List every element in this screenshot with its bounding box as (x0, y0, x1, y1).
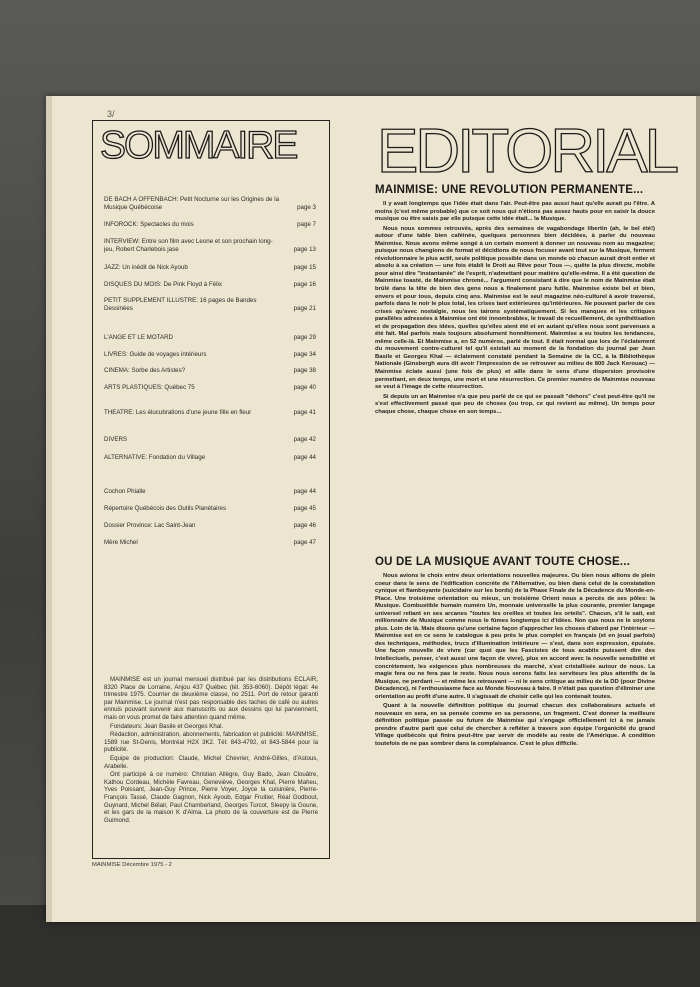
toc-entry-title: INTERVIEW: Entre son film avec Leone et son prochain long-jeu, Robert Charlebois jase (104, 238, 273, 253)
toc-entry-title: THEATRE: Les élucubrations d'une jeune fille en fleur (104, 409, 252, 416)
toc-entry-title: DE BACH A OFFENBACH: Petit Nocturne sur les Origines de la Musique Québécoise (104, 196, 280, 211)
toc-entry-title: Dossier Province: Lac Saint-Jean (104, 522, 196, 529)
toc-entry-page: page 40 (293, 384, 316, 391)
section2-heading: OU DE LA MUSIQUE AVANT TOUTE CHOSE... (375, 556, 631, 568)
toc-entry-page: page 13 (293, 246, 316, 253)
toc-entry (104, 409, 316, 417)
toc-entry-page: page 3 (297, 204, 316, 211)
toc-entry-page: page 47 (293, 539, 316, 546)
toc-entry (104, 522, 316, 530)
toc-entry-page: page 38 (293, 367, 316, 374)
toc-entry-title: CINEMA: Sorbe des Artistes? (104, 367, 186, 374)
toc-entry (104, 264, 316, 272)
section2-body (375, 573, 655, 751)
editorial-title: EDITORIAL (377, 117, 677, 186)
page-edge (46, 96, 52, 922)
toc-entry (104, 281, 316, 289)
toc-entry-page: page 45 (293, 505, 316, 512)
toc-entry-title: DIVERS (104, 436, 128, 443)
info-paragraph: Fondateurs: Jean Basile et Georges Khal. (110, 722, 224, 730)
toc-entry (104, 384, 316, 392)
toc-entry-title: ARTS PLASTIQUES: Québec 75 (104, 384, 195, 391)
toc-entry (104, 196, 316, 212)
info-paragraph: MAINMISE est un journal mensuel distribué par les distributions ECLAIR, 8320 Place de Lorraine, Anjou 437 Québec (tél. 353-6060). Dépôt légal: 4e trimestre 1975. Courrier de deuxième classe, no 2511. Port de retour garanti par Mainmise. Le journal n'est pas responsable des taches de café ou autres ennuis pouvant survenir aux manuscrits ou aux dessins qui lui parviennent, mais on vous promet de faire attention quand même. (104, 676, 318, 721)
toc-entry-page: page 29 (293, 334, 316, 341)
toc-entry (104, 221, 316, 229)
toc-entry (104, 505, 316, 513)
toc-entry-page: page 15 (293, 264, 316, 271)
handwritten-mark: 3/ (107, 109, 115, 119)
toc-entry-page: page 44 (293, 454, 316, 461)
toc-entry-title: L'ANGE ET LE MOTARD (104, 334, 174, 341)
info-paragraph: Ont participé à ce numéro: Christian Allègre, Guy Bado, Jean Clouâtre, Kathou Cordeau, Michèle Favreau, Geneviève, Georges Khal, Pierre Maheu, Yves Poissant, Jean-Guy Prince, Pierre Voyer, Joyce la cuisinière, Pierre-François Tassé, Claude Gagnon, Nick Ayoub, Edgar Fruitier, Réal Godbout, Guynard, Michel Bélair, Paul Chamberland, Georges Turcot, Sleepy la Goune, et les gars de la maison K d'Alma. La photo de la couverture est de Pierre Guimond. (104, 771, 318, 824)
toc-entry-title: INFOROCK: Spectacles du mois (104, 221, 194, 228)
article-paragraph: Nous avions le choix entre deux orientations nouvelles majeures. Ou bien nous allions de plein coeur dans le sens de l'édification concrète de l'Alternative, ou bien dans celui de la constatation cynique et flamboyante (suicidaire sur les bords) de la Phase Finale de la Décadence du Monde-en-Place. Une troisième orientation ou mieux, un troisième Orient nous a percés de ses pôles: la Musique. Combustible humain numéro Un, monnaie universelle la plus courante, premier langage universel reliant en ses arcanes "toutes les oreilles et toutes les orteils". Chacun, s'il le sait, est millionnaire de Musique comme nous le fûmes longtemps ici d'idées. Non que nous ne le soyions plus. Loin de là. Mais disons qu'une certaine façon d'approcher les choses d'abord par l'intérieur — Mainmise est en ce sens le catalogue à peu près le plus complet en français (et en joual parfois) des techniques, méthodes, trucs d'illumination intérieure — s'est, dans son expression, épuisée. Une façon nouvelle de vivre (car quoi que les Fascistes de tous acabits puissent dire des Intellectuels, penser, c'est aussi une façon de vivre), plus en accord avec la nouvelle sensibilité et concrètement, les exigences plus nombreuses du marché, s'est cristallisée autour de nous. La magie fera ou ne fera pas le reste. Nous nous serons faits les serviteurs les plus attentifs de la Musique, ne perdant — et même les retrouvant — ni le sens critique au milieu de la DD (pour Divine Décadence), ni l'enthousiasme face au Monde Nouveau à faire. Il n'était pas question d'éliminer une orientation au profit d'une autre. Il s'agissait de choisir celle qui les contenait toutes. (375, 573, 655, 700)
next-page-edge (696, 96, 700, 922)
toc-entry-title: DISQUES DU MOIS: De Pink Floyd à Félix (104, 281, 222, 288)
toc-entry (104, 436, 316, 444)
article-paragraph: Il y avait longtemps que l'idée était dans l'air. Peut-être pas aussi haut qu'elle aurait pu l'être. A moins (c'est même probable) que ce soit nous qui n'étions pas assez hauts pour en saisir la douce musique ou être saisis par elle puisque cette idée était... la Musique. (375, 201, 655, 223)
toc-entry-page: page 21 (293, 305, 316, 312)
toc-entry-title: LIVRES: Guide de voyages intérieurs (104, 351, 207, 358)
toc-entry-page: page 34 (293, 351, 316, 358)
toc-entry-title: PETIT SUPPLEMENT ILLUSTRE: 16 pages de Bandes Dessinées (104, 297, 257, 312)
toc-entry (104, 488, 316, 496)
article-paragraph: Nous nous sommes retrouvés, après des semaines de vagabondage libertin (ah, le bel été!) autour d'une table bien caféinée, quelques personnes bien décidées, à parler du nouveau Mainmise. Nous avons même songé à un certain moment à donner un nouveau nom au magazine; puisque nous changions de format et décidions de nous focuser avant tout sur la Musique, ferment révolutionnaire le plus actif, seule politique possible dans un monde où chacun aurait droit entier et absolu à sa création — une fois établi le Droit au Rêve pour Tous —, quête la plus directe, mobile pour ainsi dire "instantanée" de l'esprit, n'admettant pour matière qu'elle-même. Il a été question de Mainmise toasté, de Mainmise chromé... l'argument consistant à dire que le nom de Mainmise était brûlé dans la tête de bien des gens nous a finalement paru futile. Mainmise existe bel et bien, envers et pour tous, depuis cinq ans. Mainmise est le seul magazine néo-culturel à avoir traversé, parfois dans le noir le plus total, les crises tant extérieures qu'intérieures. Ne pouvant parler de ces crises qu'avec nostalgie, nous les tairons systématiquement. Si les manques et les critiques parallèles adressées à Mainmise ont été innombrables, le travail de recueillement, de synthétisation et de propagation des idées, quelles qu'elles aient été et en autant qu'elles nous sont parvenues a été fait. Mal parfois mais toujours absolument honnêtement. Mainmise a eu toutes les tendances, même celle-là. Et Mainmise a, en 52 numéros, parlé de tout. Il était normal que lors de l'éclatement du mouvement contre-culturel tel qu'il existait au moment de la fondation du journal par Jean Basile et Georges Khal — éclatement constaté pendant la Semaine de la CC, à la Bibliothèque Nationale (Ginsbergh aura dit avoir l'impression de se retrouver au milieu de 800 Jack Kerouac) — Mainmise éclate aussi (une fois de plus) et aille dans le sens d'une dispersion provisoire permettant, en deux temps, une mort et une résurrection. Ce premier numéro de Mainmise nouveau se veut à l'image de cette résurrection. (375, 225, 655, 391)
toc-entry-page: page 41 (293, 409, 316, 416)
toc-entry-title: ALTERNATIVE: Fondation du Village (104, 454, 206, 461)
article-paragraph: Quant à la nouvelle définition politique du journal chacun des collaborateurs actuels et nouveaux en sera, en sa pensée comme en sa personne, un fragment. C'est donner la meilleure définition politique passée ou future de Mainmise qui s'engage officiellement ici à ne jamais prendre d'autre parti que celui de chercher à refléter à travers son équipe l'organicité du grand Village québécois qui finira peut-être par servir de modèle au reste de l'Amérique. A condition toutefois de ne pas sombrer dans la complaisance. C'est le plus difficile. (375, 703, 655, 748)
publication-info (104, 676, 318, 825)
sommaire-title: SOMMAIRE (100, 124, 297, 167)
toc-entry (104, 297, 316, 313)
toc-entry-title: Répertoire Québécois des Outils Planétaires (104, 505, 227, 512)
page-footer: MAINMISE Décembre 1975 - 2 (92, 862, 172, 868)
info-paragraph: Rédaction, administration, abonnements, fabrication et publicité: MAINMISE, 1589 rue St-Denis, Montréal H2X 3K2. Tél: 843-4792, et 843-5844 pour la publicité. (104, 731, 318, 754)
toc-entry (104, 539, 316, 547)
toc-entry (104, 334, 316, 342)
section1-heading: MAINMISE: UNE REVOLUTION PERMANENTE... (375, 184, 644, 196)
section1-body (375, 201, 655, 418)
toc-entry (104, 351, 316, 359)
toc-entry-page: page 16 (293, 281, 316, 288)
toc-entry (104, 367, 316, 375)
toc-entry (104, 238, 316, 254)
toc-entry-page: page 44 (293, 488, 316, 495)
toc-entry-page: page 42 (293, 436, 316, 443)
toc-entry-title: Cochon Phialle (104, 488, 146, 495)
toc-entry-page: page 7 (297, 221, 316, 228)
article-paragraph: Si depuis un an Mainmise n'a que peu parlé de ce qui se passait "dehors" c'est peut-être qu'il ne s'est effectivement passé que peu de choses (ou trop, ce qui revient au même). Un temps pour chaque chose, chaque chose en son temps... (375, 393, 655, 415)
toc-entry-page: page 46 (293, 522, 316, 529)
toc-entry-title: JAZZ: Un inédit de Nick Ayoub (104, 264, 188, 271)
toc-entry (104, 454, 316, 462)
toc-entry-title: Mère Michel (104, 539, 138, 546)
info-paragraph: Equipe de production: Claude, Michel Chevrier, André-Gilles, d'Astous, Arabelle. (104, 754, 318, 770)
